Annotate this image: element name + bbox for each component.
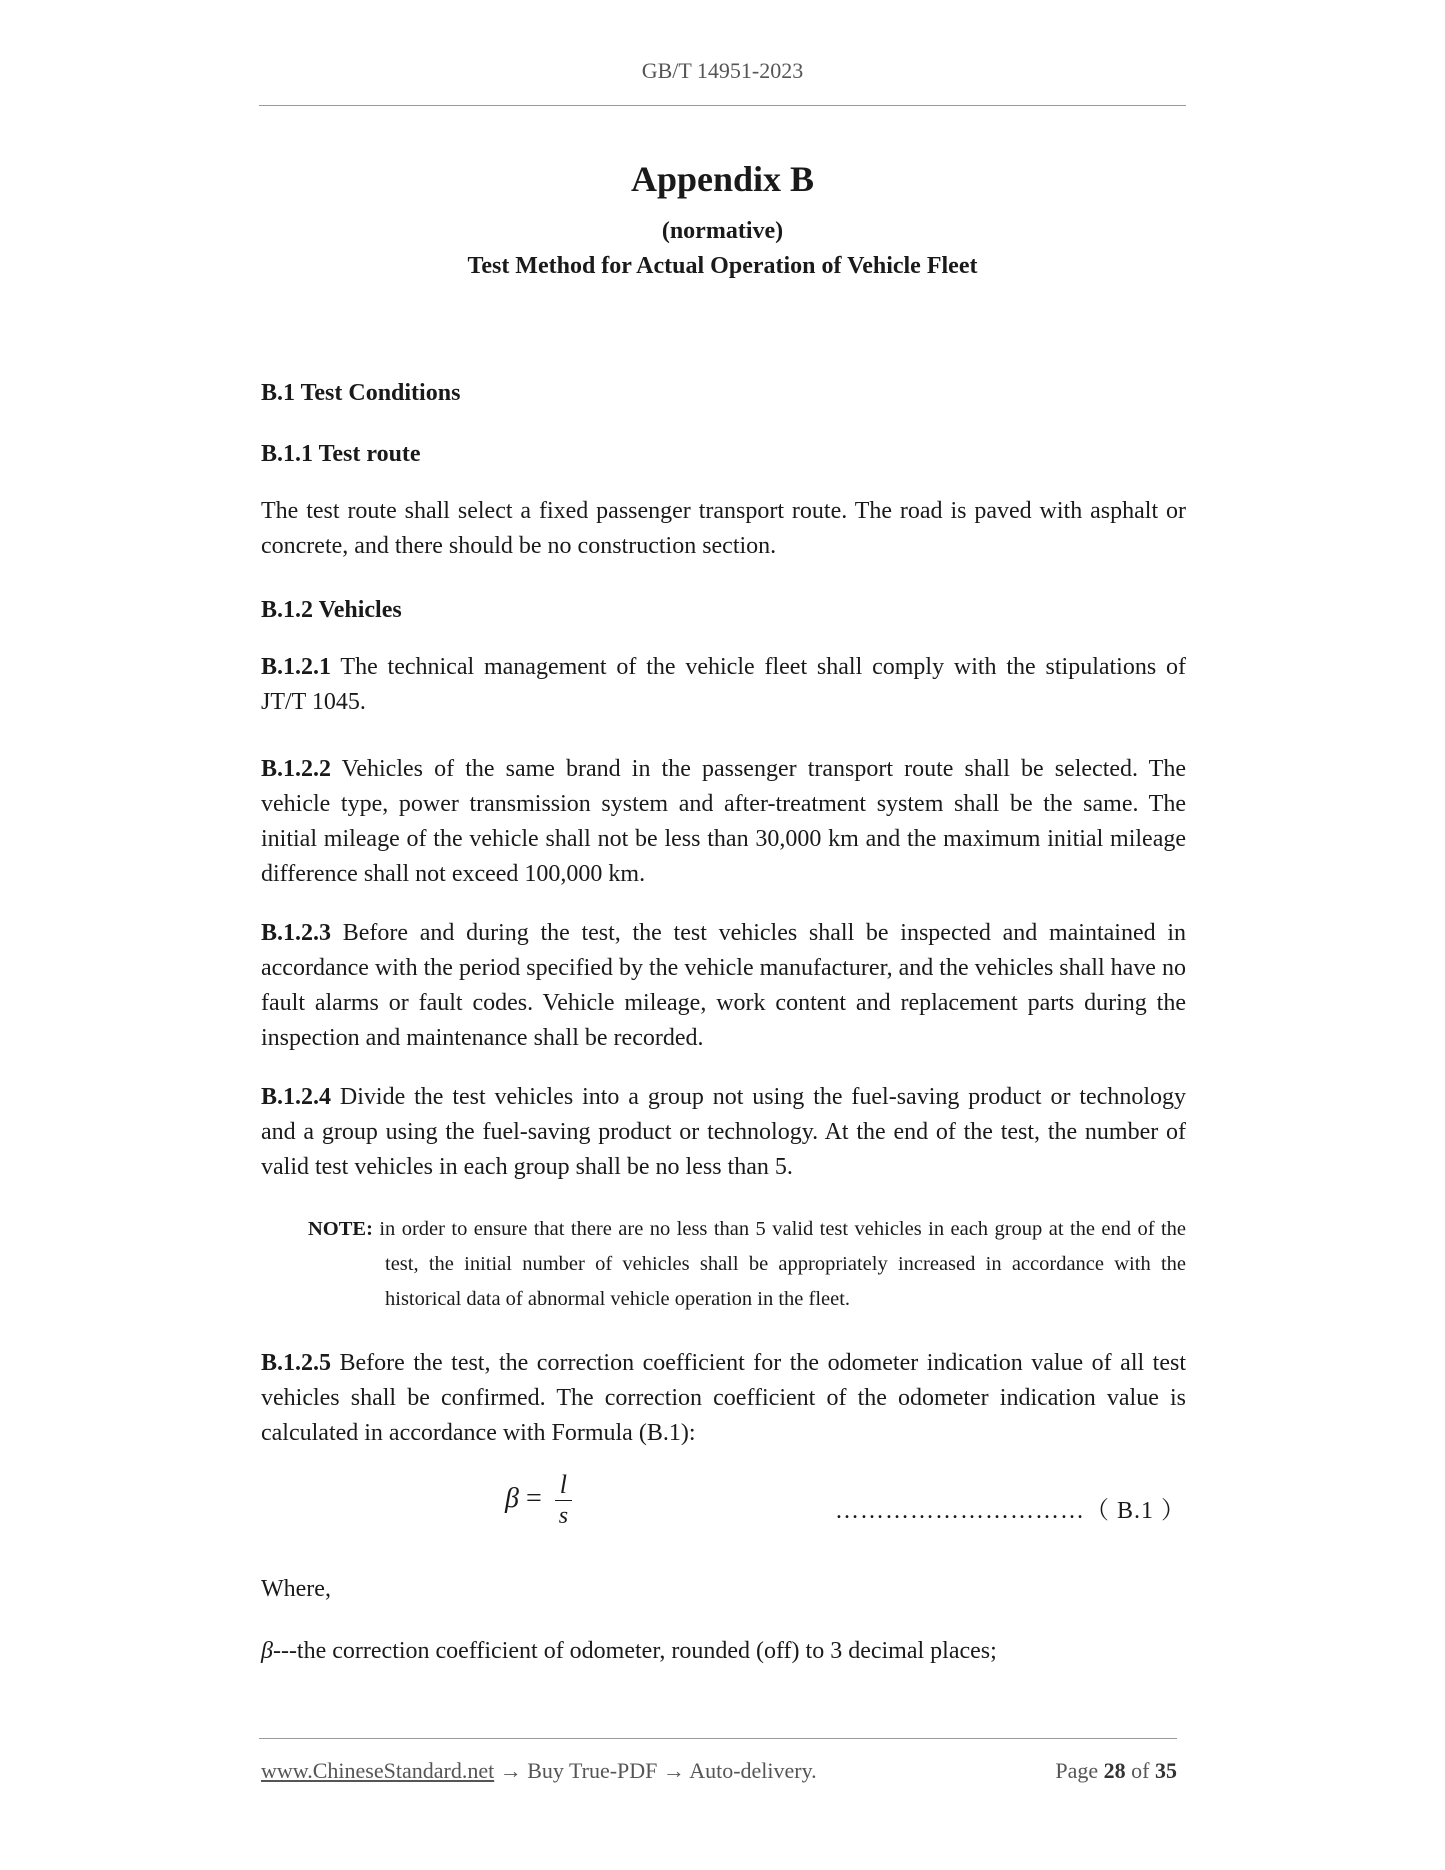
page-total: 35 [1155, 1758, 1177, 1783]
where-label: Where, [261, 1576, 331, 1602]
of-label: of [1131, 1758, 1150, 1783]
paragraph-b124 [261, 1080, 1186, 1185]
appendix-caption: Test Method for Actual Operation of Vehicle Fleet [467, 253, 978, 279]
clause-number: B.1.2.5 [261, 1350, 332, 1376]
clause-text: Divide the test vehicles into a group not using the fuel-saving product or technology and a group using the fuel-saving product or technology. At the end of the test, the number of valid test vehicles in each group shall be no less than 5. [261, 1084, 1186, 1180]
formula-equals: = [525, 1482, 542, 1514]
clause-text: The technical management of the vehicle fleet shall comply with the stipulations of JT/T 1045. [261, 654, 1186, 715]
header-divider [259, 105, 1186, 106]
note-label: NOTE: [308, 1218, 373, 1240]
formula-reference: …………………………（ B.1 ） [834, 1498, 1186, 1524]
clause-text: Before the test, the correction coefficient for the odometer indication value of all test vehicles shall be confirmed. The correction coefficient of the odometer indication value is calculated in accordance with Formula (B.1): [261, 1350, 1186, 1446]
definition-beta [261, 1634, 1186, 1669]
appendix-normative-label: (normative) [661, 218, 784, 244]
beta-definition: ---the correction coefficient of odometer, rounded (off) to 3 decimal places; [272, 1638, 997, 1664]
page-indicator [1020, 1758, 1177, 1784]
section-heading-b12: B.1.2 Vehicles [261, 597, 402, 623]
clause-text: Vehicles of the same brand in the passenger transport route shall be selected. The vehicle type, power transmission system and after-treatment system shall be the same. The initial mileage of the vehicle shall not be less than 30,000 km and the maximum initial mileage difference shall not exceed 100,000 km. [261, 756, 1186, 887]
page-number: 28 [1103, 1758, 1126, 1783]
footer-divider [259, 1738, 1177, 1739]
site-link[interactable]: www.ChineseStandard.net [261, 1758, 495, 1783]
running-header: GB/T 14951-2023 [641, 58, 804, 83]
clause-number: B.1.2.4 [261, 1084, 332, 1110]
clause-number: B.1.2.3 [261, 920, 332, 946]
section-heading-b11: B.1.1 Test route [261, 441, 421, 467]
appendix-title: Appendix B [630, 159, 815, 199]
formula-lhs: β [505, 1482, 519, 1514]
clause-number: B.1.2.2 [261, 756, 332, 782]
paragraph-b121 [261, 650, 1186, 720]
footer-promo-text: → Buy True-PDF → Auto-delivery. [494, 1758, 817, 1783]
formula-fraction [555, 1470, 572, 1531]
beta-symbol: β [261, 1638, 273, 1664]
formula-numerator: l [559, 1470, 568, 1499]
clause-text: Before and during the test, the test vehicles shall be inspected and maintained in accordance with the period specified by the vehicle manufacturer, and the vehicles shall have no fault alarms or fault codes. Vehicle mileage, work content and replacement parts during the inspection and maintenance shall be recorded. [261, 920, 1186, 1051]
footer-promo [261, 1758, 817, 1784]
paragraph-b125 [261, 1346, 1186, 1451]
note-text: in order to ensure that there are no less than 5 valid test vehicles in each group at the end of the test, the initial number of vehicles shall be appropriately increased in accordance with the historical data of abnormal vehicle operation in the fleet. [372, 1218, 1186, 1310]
section-heading-b1: B.1 Test Conditions [261, 380, 461, 406]
page-label: Page [1055, 1758, 1099, 1783]
formula-denominator: s [555, 1500, 572, 1531]
paragraph-b122 [261, 752, 1186, 892]
paragraph-b123 [261, 916, 1186, 1056]
paragraph-b11: The test route shall select a fixed passenger transport route. The road is paved with asphalt or concrete, and there should be no construction section. [261, 498, 1186, 559]
note-block [308, 1212, 1186, 1317]
clause-number: B.1.2.1 [261, 654, 332, 680]
formula-b1 [505, 1470, 572, 1540]
note-content [308, 1212, 1186, 1317]
